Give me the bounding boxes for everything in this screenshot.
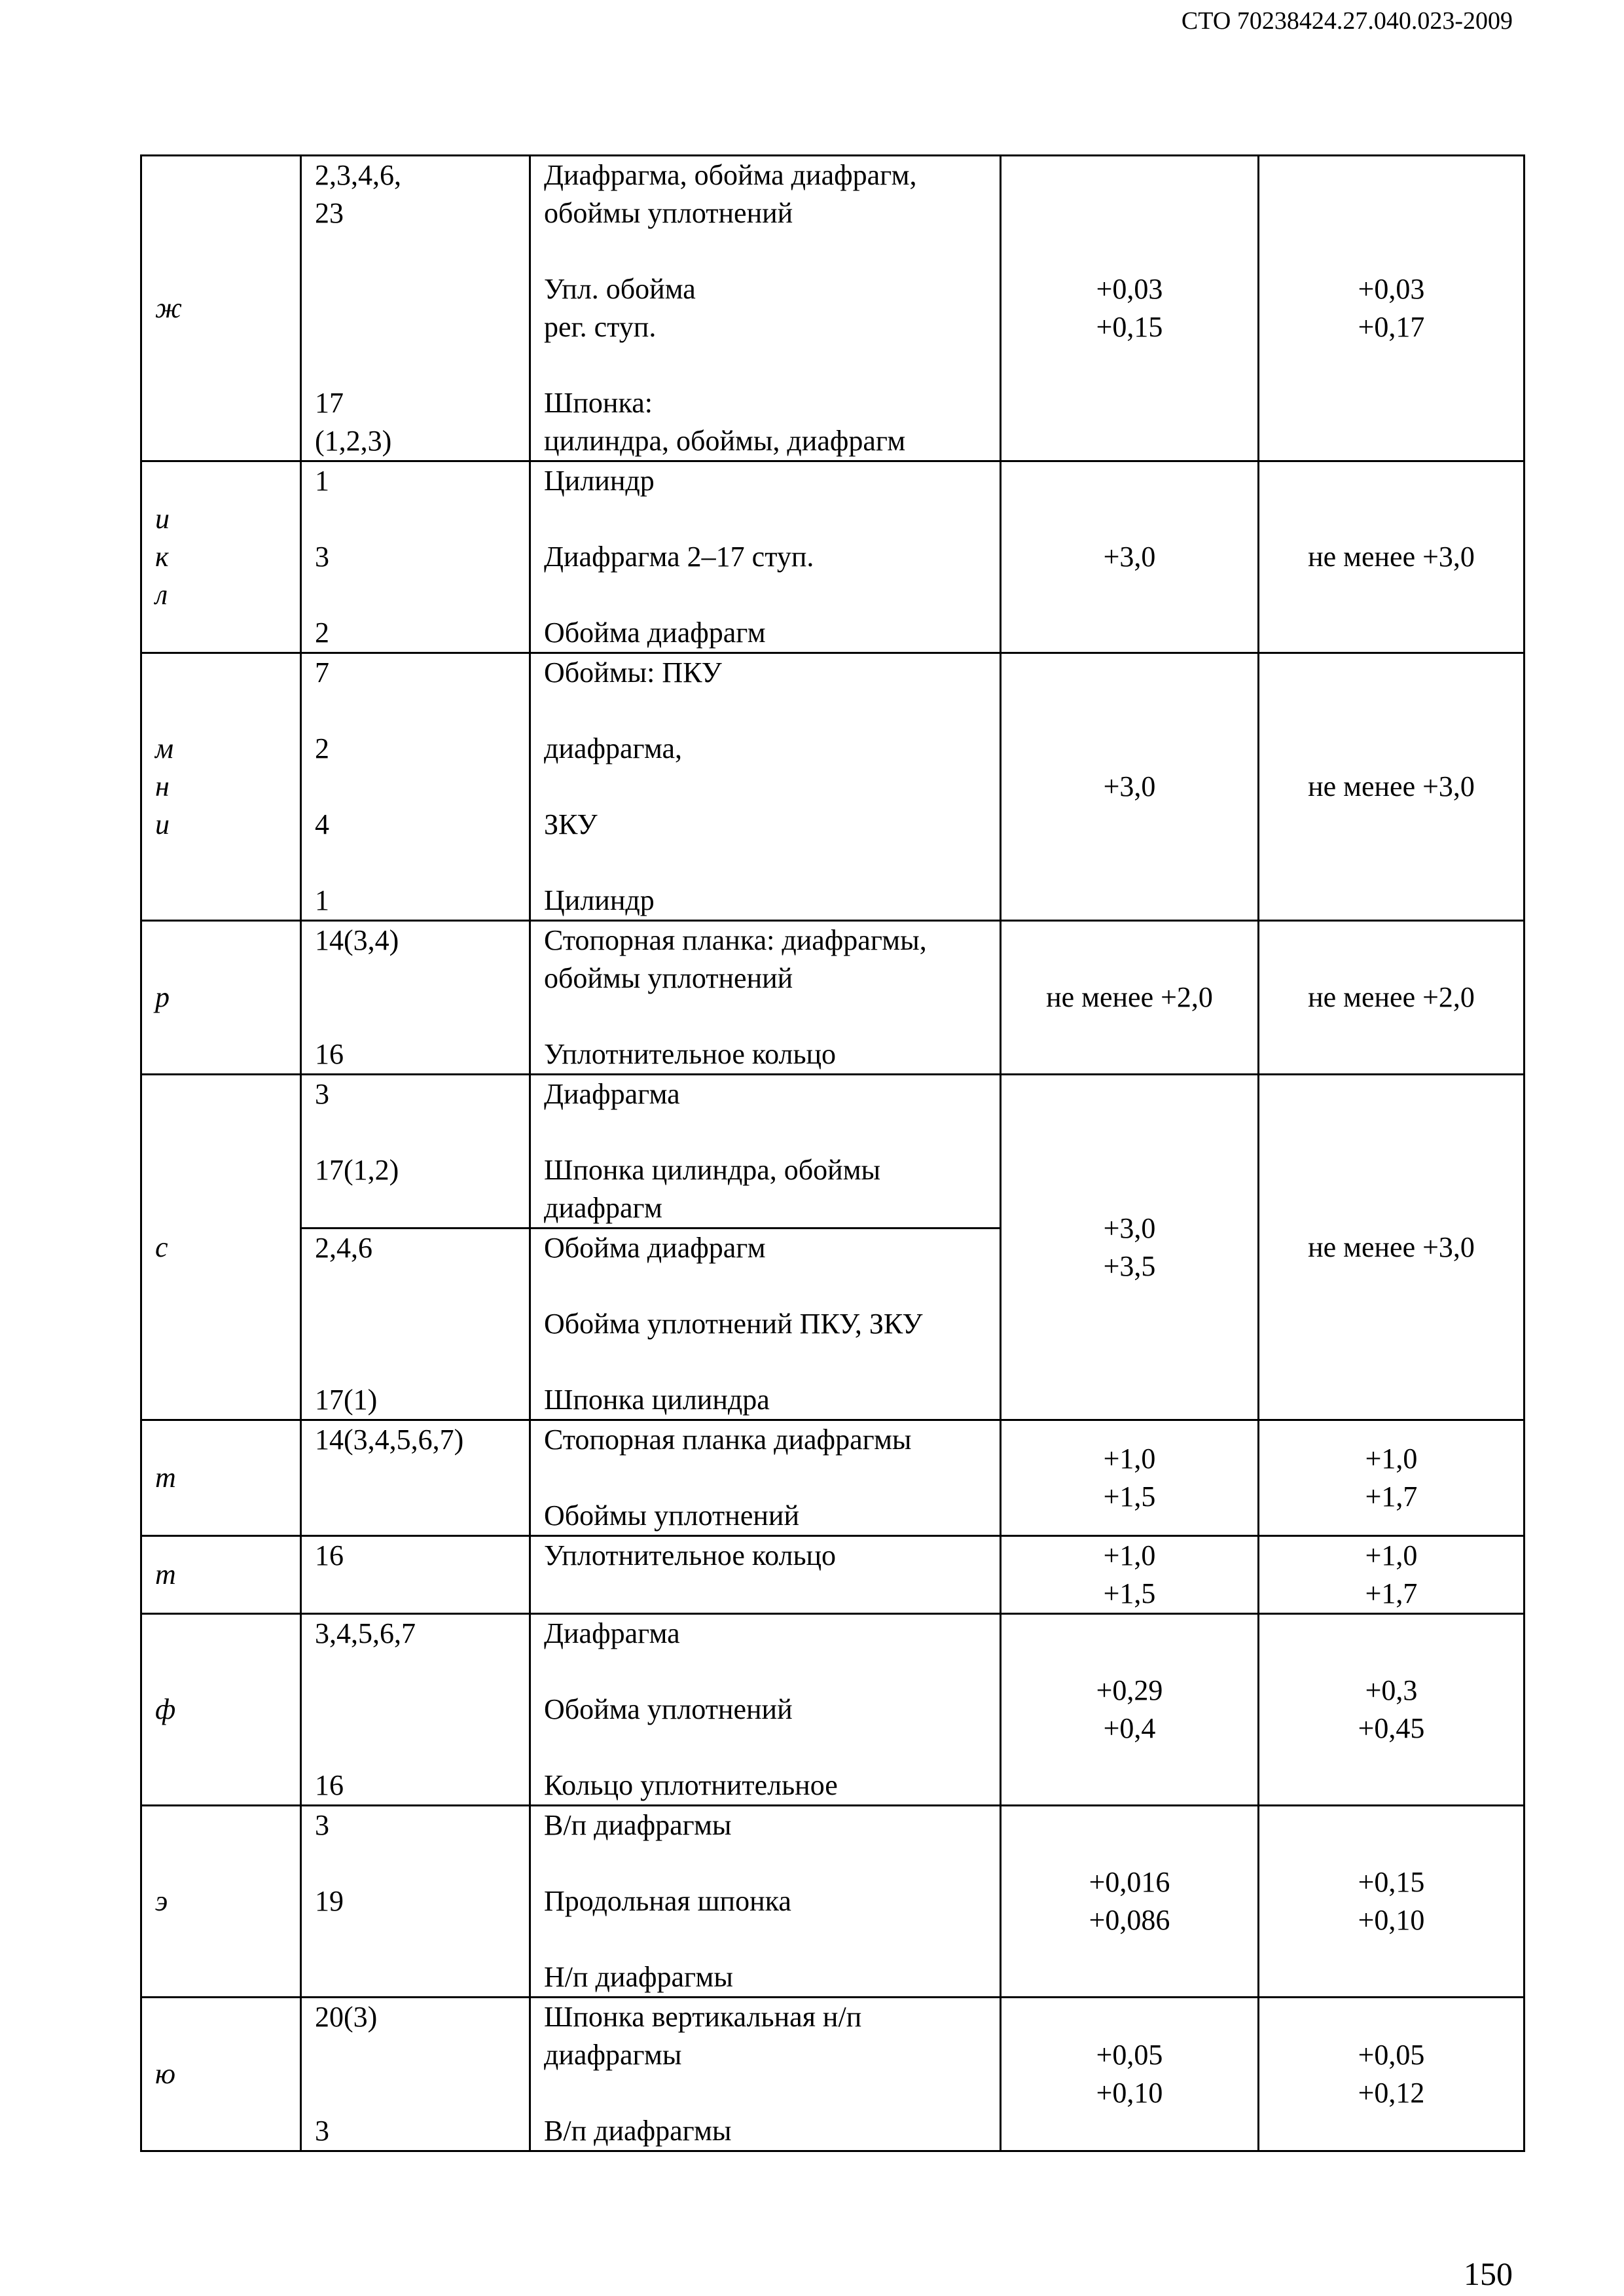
position-cell-line (315, 1958, 529, 1996)
position-cell-line: 14(3,4) (315, 924, 399, 956)
row-letter (141, 1998, 301, 2151)
limit-value-cell-line: не менее +3,0 (1308, 1230, 1475, 1263)
part-name-cell-line (544, 1844, 1000, 1882)
part-name-cell-line (544, 232, 1000, 270)
position-cell-line: 16 (315, 1539, 344, 1571)
position-cell-line (315, 1113, 529, 1151)
part-name-cell-line (544, 844, 1000, 882)
tolerance-value-cell (1001, 1536, 1259, 1614)
position-cell (301, 1229, 530, 1420)
row-letter-line: ф (155, 1693, 176, 1725)
position-cell-line: 4 (315, 808, 329, 840)
position-cell-line (315, 270, 529, 308)
part-name-cell-line: Обойма уплотнений ПКУ, ЗКУ (544, 1308, 923, 1340)
position-cell-line (315, 2074, 529, 2112)
part-name-cell-line (544, 1920, 1000, 1958)
position-cell (301, 156, 530, 461)
position-cell-line (315, 844, 529, 882)
part-name-cell-line (544, 346, 1000, 384)
position-cell-line: 17 (315, 387, 344, 419)
part-name-cell-line: ЗКУ (544, 808, 598, 840)
part-name-cell-line: Обоймы: ПКУ (544, 656, 722, 689)
position-cell (301, 461, 530, 653)
row-letter (141, 921, 301, 1075)
position-cell-line: 19 (315, 1885, 344, 1917)
position-cell-line: 3,4,5,6,7 (315, 1617, 416, 1649)
part-name-cell-line: Обойма диафрагм (544, 617, 766, 649)
position-cell-line (315, 960, 529, 997)
position-cell-line (315, 1459, 529, 1497)
tolerance-table (140, 154, 1525, 2152)
part-name-cell-line: Шпонка: (544, 387, 653, 419)
table-row (141, 1536, 1525, 1614)
tolerance-value-cell-line: +0,15 (1096, 311, 1163, 343)
position-cell-line: 3 (315, 1809, 329, 1841)
position-cell-line: 1 (315, 884, 329, 916)
limit-value-cell-line: +1,0 (1365, 1443, 1418, 1475)
table-row (141, 1075, 1525, 1229)
row-letter-line: ю (155, 2058, 176, 2090)
row-letter (141, 1614, 301, 1806)
position-cell-line: 2,4,6 (315, 1232, 372, 1264)
limit-value-cell (1259, 1998, 1525, 2151)
part-name-cell (530, 461, 1001, 653)
row-letter-line: т (155, 1558, 176, 1590)
limit-value-cell-line: +0,45 (1358, 1712, 1425, 1744)
table-row (141, 1998, 1525, 2151)
position-cell-line: 2 (315, 617, 329, 649)
limit-value-cell (1259, 1806, 1525, 1998)
part-name-cell (530, 921, 1001, 1075)
limit-value-cell-line: не менее +3,0 (1308, 770, 1475, 802)
part-name-cell-line (544, 1653, 1000, 1691)
position-cell-line (315, 576, 529, 614)
tolerance-value-cell-line: +0,4 (1103, 1712, 1156, 1744)
tolerance-value-cell-line: +3,0 (1103, 1211, 1156, 1244)
part-name-cell (530, 1229, 1001, 1420)
position-cell-line (315, 997, 529, 1035)
limit-value-cell-line: +0,10 (1358, 1904, 1425, 1936)
limit-value-cell-line: +0,05 (1358, 2039, 1425, 2071)
tolerance-value-cell-line: +3,0 (1103, 770, 1156, 802)
position-cell-line (315, 1920, 529, 1958)
position-cell-line (315, 1653, 529, 1691)
limit-value-cell-line: +0,12 (1358, 2077, 1425, 2109)
part-name-cell-line: Стопорная планка диафрагмы (544, 1424, 912, 1456)
part-name-cell (530, 1998, 1001, 2151)
table-row (141, 1614, 1525, 1806)
tolerance-value-cell (1001, 1614, 1259, 1806)
tolerance-value-cell-line: +0,03 (1096, 273, 1163, 305)
tolerance-value-cell-line: +0,29 (1096, 1674, 1163, 1706)
part-name-cell-line: диафрагма, (544, 732, 683, 764)
row-letter-line: т (155, 1462, 176, 1494)
part-name-cell-line: Стопорная планка: диафрагмы, (544, 924, 927, 956)
tolerance-value-cell-line: +0,016 (1089, 1866, 1170, 1898)
position-cell-line (315, 692, 529, 730)
part-name-cell-line: Уплотнительное кольцо (544, 1038, 837, 1070)
position-cell-line: 3 (315, 541, 329, 573)
position-cell (301, 1998, 530, 2151)
tolerance-value-cell-line: +3,5 (1103, 1249, 1156, 1282)
row-letter-line: ж (155, 292, 182, 324)
limit-value-cell (1259, 461, 1525, 653)
part-name-cell-line: Упл. обойма (544, 273, 696, 305)
part-name-cell-line: Обоймы уплотнений (544, 1499, 799, 1532)
tolerance-value-cell (1001, 921, 1259, 1075)
position-cell-line (315, 1497, 529, 1535)
page-number: 150 (1464, 2255, 1513, 2292)
part-name-cell-line: В/п диафрагмы (544, 1809, 732, 1841)
position-cell-line: 20(3) (315, 2001, 378, 2033)
part-name-cell-line (544, 1113, 1000, 1151)
limit-value-cell-line: +0,3 (1365, 1674, 1418, 1706)
position-cell-line (315, 1844, 529, 1882)
tolerance-value-cell-line: +0,086 (1089, 1904, 1170, 1936)
row-letter-line: и (155, 808, 170, 840)
position-cell-line: 7 (315, 656, 329, 689)
tolerance-value-cell-line: +1,0 (1103, 1539, 1156, 1571)
part-name-cell-line (544, 692, 1000, 730)
tolerance-value-cell-line: +1,0 (1103, 1443, 1156, 1475)
part-name-cell-line: Уплотнительное кольцо (544, 1539, 837, 1571)
position-cell-line (315, 346, 529, 384)
part-name-cell-line: Н/п диафрагмы (544, 1961, 733, 1993)
position-cell-line (315, 2036, 529, 2074)
limit-value-cell-line: +1,0 (1365, 1539, 1418, 1571)
position-cell-line (315, 1729, 529, 1767)
tolerance-value-cell (1001, 461, 1259, 653)
position-cell-line (315, 1343, 529, 1381)
position-cell (301, 1614, 530, 1806)
position-cell (301, 653, 530, 921)
part-name-cell-line: Цилиндр (544, 884, 655, 916)
part-name-cell-line: Диафрагма, обойма диафрагм, (544, 159, 917, 191)
limit-value-cell (1259, 1420, 1525, 1536)
part-name-cell-line (544, 1343, 1000, 1381)
limit-value-cell (1259, 1075, 1525, 1420)
part-name-cell (530, 156, 1001, 461)
tolerance-value-cell (1001, 1998, 1259, 2151)
limit-value-cell (1259, 156, 1525, 461)
position-cell-line: 17(1) (315, 1384, 378, 1416)
row-letter-line: р (155, 981, 170, 1013)
tolerance-value-cell (1001, 1420, 1259, 1536)
limit-value-cell (1259, 1536, 1525, 1614)
part-name-cell-line: Диафрагма 2–17 ступ. (544, 541, 814, 573)
limit-value-cell-line: не менее +2,0 (1308, 981, 1475, 1013)
limit-value-cell-line: +0,15 (1358, 1866, 1425, 1898)
limit-value-cell (1259, 1614, 1525, 1806)
limit-value-cell (1259, 653, 1525, 921)
row-letter (141, 1536, 301, 1614)
tolerance-value-cell (1001, 156, 1259, 461)
row-letter (141, 461, 301, 653)
table-body (141, 156, 1525, 2151)
part-name-cell (530, 653, 1001, 921)
part-name-cell-line: Шпонка вертикальная н/п (544, 2001, 862, 2033)
tolerance-value-cell (1001, 1806, 1259, 1998)
part-name-cell (530, 1420, 1001, 1536)
part-name-cell-line: цилиндра, обоймы, диафрагм (544, 425, 906, 457)
part-name-cell-line (544, 768, 1000, 806)
position-cell-line: 2 (315, 732, 329, 764)
limit-value-cell-line: +1,7 (1365, 1480, 1418, 1513)
tolerance-value-cell-line: +3,0 (1103, 541, 1156, 573)
part-name-cell-line: обоймы уплотнений (544, 197, 793, 229)
part-name-cell-line: диафрагмы (544, 2039, 682, 2071)
row-letter-line: э (155, 1885, 168, 1917)
position-cell-line (315, 500, 529, 538)
tolerance-value-cell-line: +0,10 (1096, 2077, 1163, 2109)
tolerance-value-cell-line: +1,5 (1103, 1480, 1156, 1513)
part-name-cell-line (544, 576, 1000, 614)
position-cell-line (315, 768, 529, 806)
limit-value-cell-line: +0,17 (1358, 311, 1425, 343)
table-row (141, 653, 1525, 921)
position-cell-line: 3 (315, 1078, 329, 1110)
part-name-cell-line (544, 997, 1000, 1035)
row-letter (141, 1420, 301, 1536)
row-letter (141, 156, 301, 461)
position-cell (301, 1806, 530, 1998)
position-cell (301, 1536, 530, 1614)
part-name-cell-line: Обойма уплотнений (544, 1693, 793, 1725)
position-cell-line (315, 232, 529, 270)
row-letter (141, 653, 301, 921)
part-name-cell-line: Шпонка цилиндра, обоймы (544, 1154, 881, 1186)
part-name-cell-line: Цилиндр (544, 465, 655, 497)
row-letter-line: м (155, 732, 174, 764)
part-name-cell (530, 1075, 1001, 1229)
tolerance-value-cell-line: +1,5 (1103, 1577, 1156, 1609)
position-cell-line: 16 (315, 1769, 344, 1801)
tolerance-value-cell (1001, 1075, 1259, 1420)
table-row (141, 461, 1525, 653)
row-letter-line: к (155, 541, 169, 573)
position-cell-line: (1,2,3) (315, 425, 392, 457)
part-name-cell-line (544, 2074, 1000, 2112)
row-letter (141, 1806, 301, 1998)
part-name-cell-line: Диафрагма (544, 1617, 680, 1649)
part-name-cell-line: Диафрагма (544, 1078, 680, 1110)
position-cell (301, 1420, 530, 1536)
part-name-cell (530, 1536, 1001, 1614)
part-name-cell-line: Обойма диафрагм (544, 1232, 766, 1264)
limit-value-cell-line: +1,7 (1365, 1577, 1418, 1609)
position-cell-line (315, 1267, 529, 1305)
tolerance-value-cell-line: не менее +2,0 (1046, 981, 1213, 1013)
row-letter-line: и (155, 503, 170, 535)
part-name-cell-line: В/п диафрагмы (544, 2115, 732, 2147)
position-cell-line (315, 1691, 529, 1729)
position-cell-line: 3 (315, 2115, 329, 2147)
position-cell-line: 16 (315, 1038, 344, 1070)
position-cell-line: 14(3,4,5,6,7) (315, 1424, 464, 1456)
position-cell-line: 17(1,2) (315, 1154, 399, 1186)
table-row (141, 921, 1525, 1075)
position-cell (301, 1075, 530, 1229)
part-name-cell-line (544, 1267, 1000, 1305)
tolerance-value-cell-line: +0,05 (1096, 2039, 1163, 2071)
part-name-cell-line (544, 1729, 1000, 1767)
part-name-cell-line: обоймы уплотнений (544, 962, 793, 994)
limit-value-cell-line: не менее +3,0 (1308, 541, 1475, 573)
row-letter-line: с (155, 1230, 168, 1263)
limit-value-cell-line: +0,03 (1358, 273, 1425, 305)
position-cell-line: 1 (315, 465, 329, 497)
table-row (141, 1806, 1525, 1998)
table-row (141, 156, 1525, 461)
part-name-cell-line: Кольцо уплотнительное (544, 1769, 838, 1801)
part-name-cell-line: диафрагм (544, 1192, 662, 1224)
part-name-cell-line: Продольная шпонка (544, 1885, 791, 1917)
row-letter-line: л (155, 579, 168, 611)
document-code-header: СТО 70238424.27.040.023-2009 (1181, 7, 1513, 35)
position-cell-line (315, 1305, 529, 1343)
table-row (141, 1420, 1525, 1536)
tolerance-value-cell (1001, 653, 1259, 921)
limit-value-cell (1259, 921, 1525, 1075)
row-letter (141, 1075, 301, 1420)
position-cell-line: 23 (315, 197, 344, 229)
row-letter-line: н (155, 770, 170, 802)
position-cell-line: 2,3,4,6, (315, 159, 401, 191)
part-name-cell-line (544, 500, 1000, 538)
position-cell-line (315, 308, 529, 346)
part-name-cell (530, 1806, 1001, 1998)
part-name-cell-line: рег. ступ. (544, 311, 657, 343)
part-name-cell-line (544, 1459, 1000, 1497)
position-cell (301, 921, 530, 1075)
part-name-cell-line: Шпонка цилиндра (544, 1384, 770, 1416)
part-name-cell (530, 1614, 1001, 1806)
